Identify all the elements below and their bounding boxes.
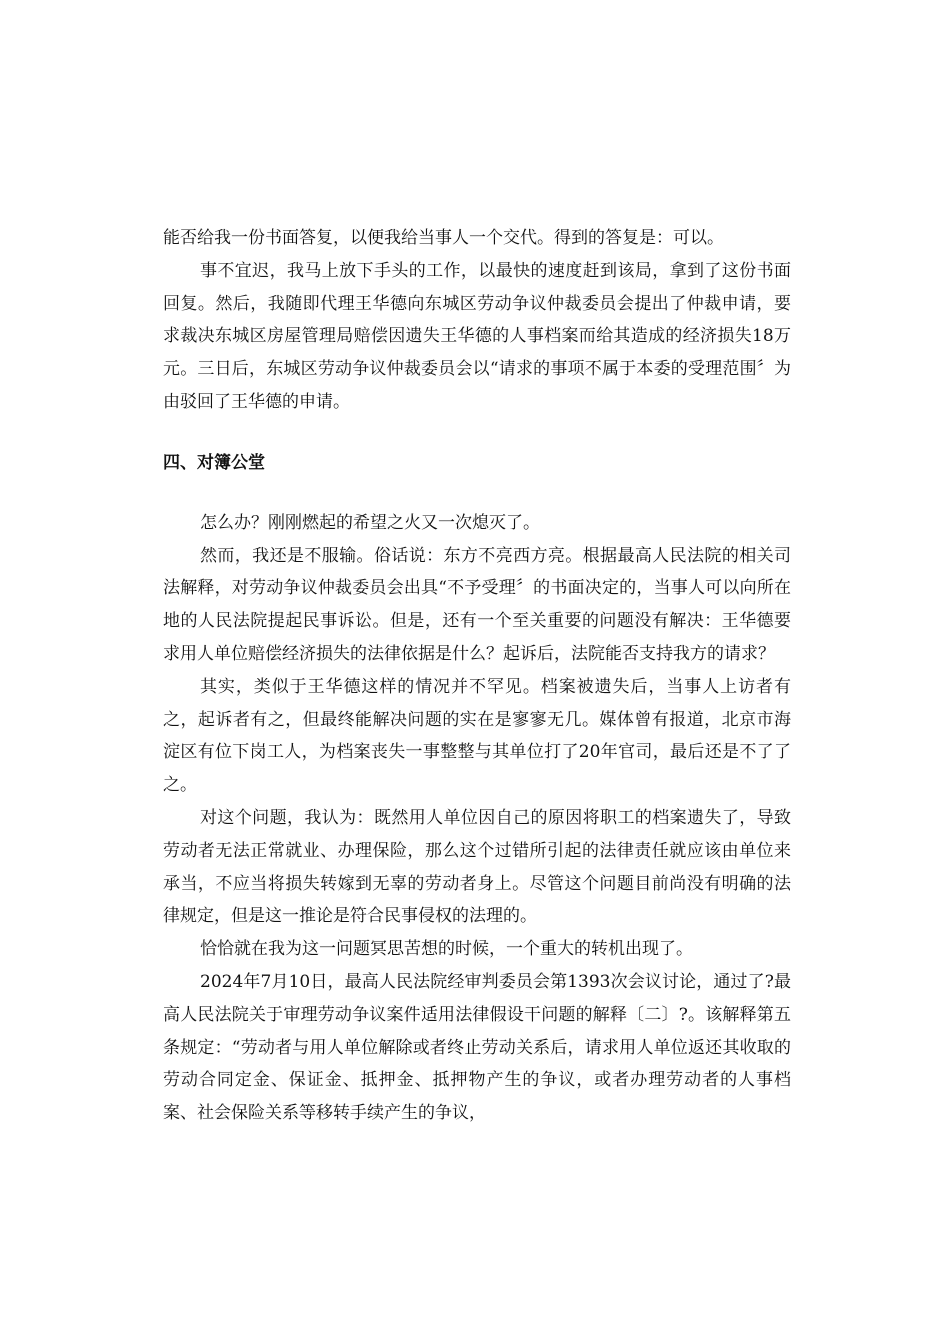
paragraph-5: 其实，类似于王华德这样的情况并不罕见。档案被遗失后，当事人上访者有之，起诉者有之，但最终能解决问题的实在是寥寥无几。媒体曾有报道，北京市海淀区有位下岗工人，为档案丧失一事整整与其单位打了20年官司，最后还是不了了之。 (163, 676, 791, 796)
paragraph-7: 恰恰就在我为这一问题冥思苦想的时候，一个重大的转机出现了。 (200, 939, 693, 960)
paragraph-2: 事不宜迟，我马上放下手头的工作，以最快的速度赶到该局，拿到了这份书面回复。然后，我随即代理王华德向东城区劳动争议仲裁委员会提出了仲裁申请，要求裁决东城区房屋管理局赔偿因遗失王华德的人事档案而给其造成的经济损失18万元。三日后，东城区劳动争议仲裁委员会以“请求的事项不属于本委的受理范围〞为由驳回了王华德的申请。 (163, 260, 791, 412)
paragraph-6: 对这个问题，我认为：既然用人单位因自己的原因将职工的档案遗失了，导致劳动者无法正常就业、办理保险，那么这个过错所引起的法律责任就应该由单位来承当，不应当将损失转嫁到无辜的劳动者身上。尽管这个问题目前尚没有明确的法律规定，但是这一推论是符合民事侵权的法理的。 (163, 807, 791, 927)
section-heading: 四、对簿公堂 (163, 452, 265, 473)
paragraph-1: 能否给我一份书面答复，以便我给当事人一个交代。得到的答复是：可以。 (163, 228, 724, 248)
paragraph-4: 然而，我还是不服输。俗话说：东方不亮西方亮。根据最高人民法院的相关司法解释，对劳动争议仲裁委员会出具“不予受理〞的书面决定的，当事人可以向所在地的人民法院提起民事诉讼。但是，还有一个至关重要的问题没有解决：王华德要求用人单位赔偿经济损失的法律依据是什么？起诉后，法院能否支持我方的请求？ (163, 545, 791, 664)
paragraph-3: 怎么办？刚刚燃起的希望之火又一次熄灭了。 (200, 512, 540, 533)
paragraph-8: 2024年7月10日，最高人民法院经审判委员会第1393次会议讨论，通过了?最高人民法院关于审理劳动争议案件适用法律假设干问题的解释〔二〕?。该解释第五条规定：“劳动者与用人单位解除或者终止劳动关系后，请求用人单位返还其收取的劳动合同定金、保证金、抵押金、抵押物产生的争议，或者办理劳动者的人事档案、社会保险关系等移转手续产生的争议， (163, 971, 791, 1124)
document-page (163, 222, 791, 1130)
